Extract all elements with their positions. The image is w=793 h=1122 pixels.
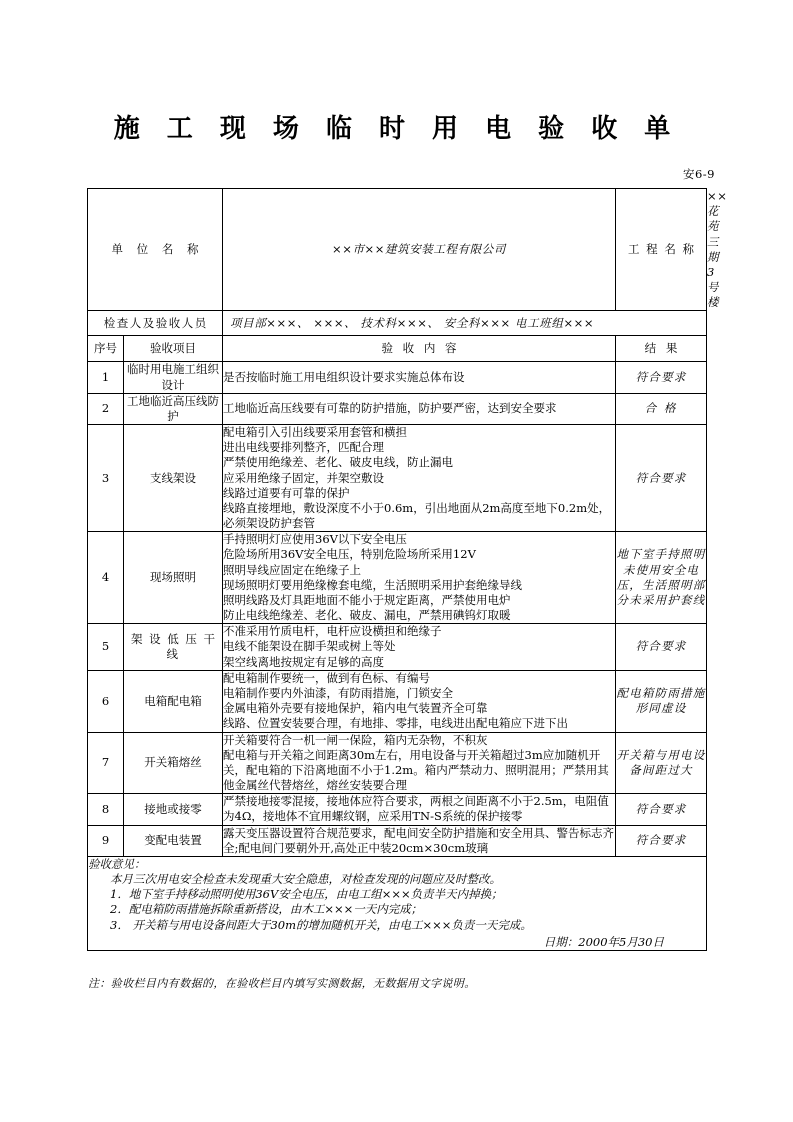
inspector-label: 检查人及验收人员 bbox=[88, 311, 223, 336]
row-result: 符合要求 bbox=[616, 794, 707, 825]
table-row bbox=[88, 624, 707, 671]
content-line: 配电箱引入引出线要采用套管和横担 bbox=[223, 425, 407, 440]
content-line: 照明线路及灯具距地面不能小于规定距离，严禁使用电炉 bbox=[223, 592, 511, 607]
content-line: 不准采用竹质电杆，电杆应设横担和绝缘子 bbox=[223, 624, 442, 639]
row-content bbox=[223, 532, 616, 624]
content-line: 露天变压器设置符合规范要求，配电间安全防护措施和安全用具、警告标志齐全;配电间门要朝外开,高处正中装20cm×30cm玻璃 bbox=[223, 825, 614, 855]
row-result: 符合要求 bbox=[616, 362, 707, 393]
column-header-content: 验 收 内 容 bbox=[223, 336, 616, 362]
table-row-opinion bbox=[88, 856, 707, 950]
row-item: 支线架设 bbox=[124, 425, 223, 532]
content-line: 照明导线应固定在绝缘子上 bbox=[223, 562, 361, 577]
opinion-item: 3． 开关箱与用电设备间距大于30m的增加随机开关，由电工×××负责一天完成。 bbox=[110, 917, 532, 932]
table-row bbox=[88, 825, 707, 856]
row-no: 8 bbox=[88, 794, 124, 825]
table-row bbox=[88, 794, 707, 825]
row-result: 地下室手持照明未使用安全电压，生活照明部分未采用护套线 bbox=[616, 532, 707, 624]
row-item: 变配电装置 bbox=[124, 825, 223, 856]
content-line: 线路、位置安装要合理，有地排、零排，电线进出配电箱应下进下出 bbox=[223, 716, 568, 731]
unit-name-value: ××市××建筑安装工程有限公司 bbox=[223, 189, 616, 311]
row-no: 2 bbox=[88, 393, 124, 424]
acceptance-form-table bbox=[87, 188, 728, 951]
row-no: 3 bbox=[88, 425, 124, 532]
table-row-unit-info: 单 位 名 称 ××市××建筑安装工程有限公司 工 程 名 称 ××花苑三期3号楼 bbox=[88, 189, 707, 311]
content-line: 线路直接埋地，敷设深度不小于0.6m，引出地面从2m高度至地下0.2m处，必须架设防护套管 bbox=[223, 500, 611, 531]
row-result: 合 格 bbox=[616, 393, 707, 424]
opinion-heading: 验收意见： bbox=[88, 856, 146, 871]
acceptance-opinion-cell bbox=[88, 856, 707, 950]
content-line: 防止电线绝缘差、老化、破皮、漏电，严禁用碘钨灯取暖 bbox=[223, 608, 511, 623]
row-content bbox=[223, 425, 616, 532]
project-name-label: 工 程 名 称 bbox=[616, 189, 707, 311]
row-content bbox=[223, 825, 616, 856]
row-no: 6 bbox=[88, 670, 124, 732]
row-content bbox=[223, 393, 616, 424]
content-line: 架空线离地按规定有足够的高度 bbox=[223, 654, 384, 669]
row-result: 符合要求 bbox=[616, 425, 707, 532]
opinion-summary: 本月三次用电安全检查未发现重大安全隐患，对检查发现的问题应及时整改。 bbox=[110, 872, 501, 887]
form-code-label: 安6-9 bbox=[682, 167, 715, 181]
opinion-item: 2．配电箱防雨措施拆除重新搭设，由木工×××一天内完成； bbox=[110, 902, 423, 917]
row-item: 接地或接零 bbox=[124, 794, 223, 825]
row-content bbox=[223, 362, 616, 393]
table-row bbox=[88, 393, 707, 424]
unit-name-label: 单 位 名 称 bbox=[88, 189, 223, 311]
column-header-no: 序号 bbox=[88, 336, 124, 362]
content-line: 严禁接地接零混接，接地体应符合要求，两根之间距离不小于2.5m，电阻值为4Ω，接地体不宜用螺纹钢，应采用TN-S系统的保护接零 bbox=[223, 794, 609, 824]
content-line: 手持照明灯应使用36V以下安全电压 bbox=[223, 532, 407, 547]
content-line: 工地临近高压线要有可靠的防护措施，防护要严密，达到安全要求 bbox=[223, 401, 557, 416]
row-result: 配电箱防雨措施形同虚设 bbox=[616, 670, 707, 732]
row-no: 1 bbox=[88, 362, 124, 393]
row-content bbox=[223, 732, 616, 794]
table-row bbox=[88, 670, 707, 732]
table-row-inspector-info bbox=[88, 311, 707, 336]
row-result: 开关箱与用电设备间距过大 bbox=[616, 732, 707, 794]
row-item: 开关箱熔丝 bbox=[124, 732, 223, 794]
row-result: 符合要求 bbox=[616, 825, 707, 856]
content-line: 现场照明灯要用绝缘橡套电缆，生活照明采用护套绝缘导线 bbox=[223, 577, 522, 592]
row-content bbox=[223, 670, 616, 732]
content-line: 配电箱与开关箱之间距离30m左右，用电设备与开关箱超过3m应加随机开关，配电箱的下沿离地面不小于1.2m。箱内严禁动力、照明混用；严禁用其他金属丝代替熔丝，熔丝安装要合理 bbox=[223, 747, 609, 793]
table-header-row bbox=[88, 336, 707, 362]
table-row bbox=[88, 532, 707, 624]
row-result: 符合要求 bbox=[616, 624, 707, 671]
row-no: 4 bbox=[88, 532, 124, 624]
table-row bbox=[88, 425, 707, 532]
row-item: 现场照明 bbox=[124, 532, 223, 624]
content-line: 电线不能架设在脚手架或树上等处 bbox=[223, 639, 396, 654]
row-no: 7 bbox=[88, 732, 124, 794]
content-line: 配电箱制作要统一，做到有色标、有编号 bbox=[223, 670, 430, 685]
content-line: 严禁使用绝缘差、老化、破皮电线，防止漏电 bbox=[223, 455, 453, 470]
table-row bbox=[88, 732, 707, 794]
content-line: 危险场所用36V安全电压，特别危险场所采用12V bbox=[223, 547, 476, 562]
content-line: 进出电线要排列整齐，匹配合理 bbox=[223, 440, 384, 455]
footer-note: 注：验收栏目内有数据的，在验收栏目内填写实测数据，无数据用文字说明。 bbox=[88, 977, 476, 990]
inspector-value: 项目部×××、 ×××、 技术科×××、 安全科××× 电工班组××× bbox=[223, 311, 707, 336]
content-line: 开关箱要符合一机一闸一保险，箱内无杂物，不积灰 bbox=[223, 732, 488, 747]
content-line: 线路过道要有可靠的保护 bbox=[223, 485, 350, 500]
table-row bbox=[88, 362, 707, 393]
row-item: 架 设 低 压 干 线 bbox=[124, 624, 223, 671]
row-content bbox=[223, 794, 616, 825]
row-item: 临时用电施工组织设计 bbox=[124, 362, 223, 393]
content-line: 是否按临时施工用电组织设计要求实施总体布设 bbox=[223, 369, 465, 384]
row-item: 电箱配电箱 bbox=[124, 670, 223, 732]
opinion-item: 1．地下室手持移动照明使用36V安全电压，由电工组×××负责半天内掉换； bbox=[110, 887, 503, 902]
content-line: 金属电箱外壳要有接地保护，箱内电气装置齐全可靠 bbox=[223, 701, 488, 716]
row-no: 5 bbox=[88, 624, 124, 671]
row-item: 工地临近高压线防护 bbox=[124, 393, 223, 424]
opinion-date: 日期：2000年5月30日 bbox=[543, 934, 664, 949]
column-header-item: 验收项目 bbox=[124, 336, 223, 362]
column-header-result: 结 果 bbox=[616, 336, 707, 362]
content-line: 电箱制作要内外油漆，有防雨措施，门锁安全 bbox=[223, 685, 453, 700]
row-content bbox=[223, 624, 616, 671]
row-no: 9 bbox=[88, 825, 124, 856]
page-title: 施 工 现 场 临 时 用 电 验 收 单 bbox=[113, 114, 680, 144]
content-line: 应采用绝缘子固定，并架空敷设 bbox=[223, 470, 384, 485]
